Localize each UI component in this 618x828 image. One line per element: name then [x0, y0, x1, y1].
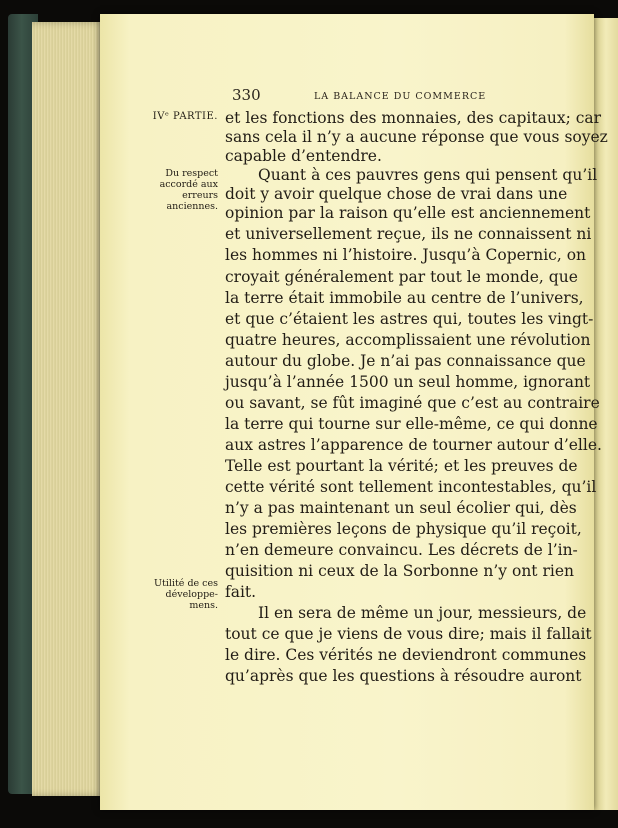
text-line: autour du globe. Je n’ai pas connaissance que [225, 352, 586, 370]
text-line: jusqu’à l’année 1500 un seul homme, ignorant [225, 373, 591, 391]
text-line: Il en sera de même un jour, messieurs, de [258, 604, 587, 622]
text-line: la terre était immobile au centre de l’univers, [225, 289, 584, 307]
text-line: sans cela il n’y a aucune réponse que vous soyez [225, 128, 608, 146]
text-line: et les fonctions des monnaies, des capitaux; car [225, 109, 602, 127]
text-line: croyait généralement par tout le monde, que [225, 268, 578, 286]
text-line: n’y a pas maintenant un seul écolier qui, dès [225, 499, 577, 517]
text-line: cette vérité sont tellement incontestables, qu’il [225, 478, 597, 496]
page-number: 330 [232, 86, 261, 104]
text-line: le dire. Ces vérités ne deviendront communes [225, 646, 587, 664]
text-line: n’en demeure convaincu. Les décrets de l’in- [225, 541, 578, 559]
text-line: doit y avoir quelque chose de vrai dans une [225, 185, 568, 203]
text-line: qu’après que les questions à résoudre auront [225, 667, 582, 685]
text-line: quisition ni ceux de la Sorbonne n’y ont rien [225, 562, 574, 580]
text-line: Telle est pourtant la vérité; et les preuves de [225, 457, 578, 475]
text-line: aux astres l’apparence de tourner autour d’elle. [225, 436, 602, 454]
text-line: les hommes ni l’histoire. Jusqu’à Copernic, on [225, 246, 587, 264]
text-line: les premières leçons de physique qu’il reçoit, [225, 520, 582, 538]
margin-note-respect: Du respect accordé aux erreurs anciennes. [159, 168, 218, 212]
margin-note-part: IVᵉ PARTIE. [152, 111, 218, 122]
text-line: tout ce que je viens de vous dire; mais il fallait [225, 625, 592, 643]
text-line: la terre qui tourne sur elle-même, ce qui donne [225, 415, 598, 433]
text-line: Quant à ces pauvres gens qui pensent qu’il [258, 166, 598, 184]
text-line: fait. [225, 583, 257, 601]
text-line: quatre heures, accomplissaient une révolution [225, 331, 591, 349]
text-line: capable d’entendre. [225, 147, 382, 165]
text-line: et universellement reçue, ils ne connaissent ni [225, 225, 592, 243]
text-line: ou savant, se fût imaginé que c’est au contraire [225, 394, 600, 412]
margin-note-utility: Utilité de ces développe-mens. [154, 578, 218, 611]
text-line: opinion par la raison qu’elle est anciennement [225, 204, 591, 222]
text-line: et que c’étaient les astres qui, toutes les vingt- [225, 310, 594, 328]
running-head: LA BALANCE DU COMMERCE [314, 91, 487, 102]
